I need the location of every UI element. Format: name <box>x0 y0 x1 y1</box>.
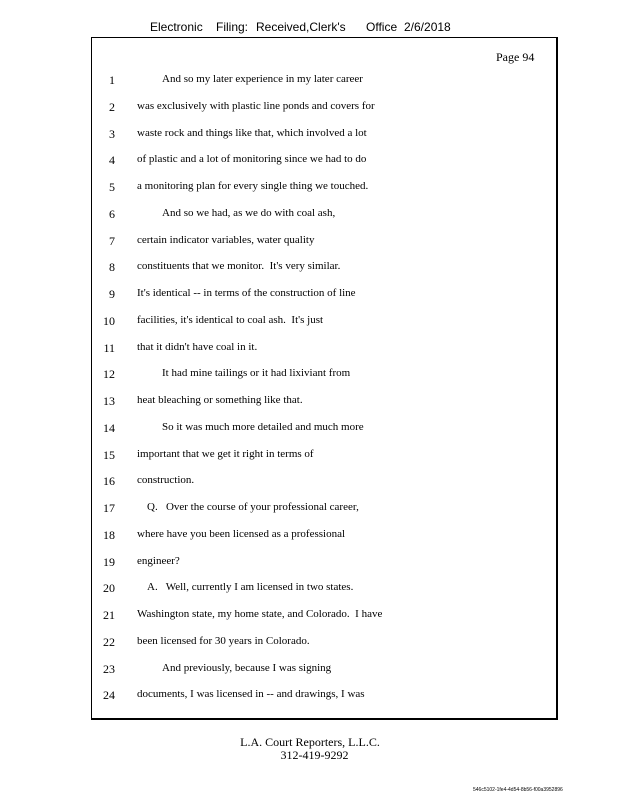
line-text: documents, I was licensed in -- and drawings, I was <box>137 688 365 701</box>
line-number: 2 <box>109 99 115 114</box>
line-text: constituents that we monitor. It's very similar. <box>137 260 341 273</box>
line-text: facilities, it's identical to coal ash. It's just <box>137 313 324 326</box>
transcript-line <box>91 448 558 475</box>
line-number: 13 <box>103 394 115 408</box>
transcript-line <box>91 528 558 555</box>
line-text: important that we get it right in terms of <box>137 447 314 460</box>
page-number: Page 94 <box>496 50 535 64</box>
line-text: been licensed for 30 years in Colorado. <box>137 634 310 647</box>
line-number: 24 <box>103 688 115 703</box>
line-text: Q. Over the course of your professional career, <box>147 501 359 513</box>
line-text: a monitoring plan for every single thing we touched. <box>137 180 369 192</box>
line-text: And so we had, as we do with coal ash, <box>162 206 336 219</box>
line-number: 19 <box>103 554 115 569</box>
line-number: 17 <box>103 501 115 515</box>
line-text: where have you been licensed as a professional <box>137 527 346 540</box>
line-text: construction. <box>137 474 195 487</box>
line-number: 3 <box>109 126 115 141</box>
line-number: 16 <box>103 474 115 489</box>
transcript-line <box>91 688 558 715</box>
transcript-line <box>91 662 558 689</box>
filing-header-office: Office <box>366 20 398 34</box>
line-number: 12 <box>103 367 115 382</box>
line-number: 14 <box>103 420 115 435</box>
transcript-line <box>91 180 558 207</box>
line-number: 11 <box>103 340 115 355</box>
filing-header <box>0 20 618 36</box>
transcript-line <box>91 501 558 528</box>
line-number: 23 <box>103 661 115 676</box>
transcript-line <box>91 234 558 261</box>
transcript-line <box>91 260 558 287</box>
line-text: of plastic and a lot of monitoring since we had to do <box>137 153 367 166</box>
line-text: certain indicator variables, water quality <box>137 233 315 246</box>
transcript-line <box>91 608 558 635</box>
line-number: 5 <box>109 180 115 194</box>
line-text: And previously, because I was signing <box>162 661 332 674</box>
line-text: So it was much more detailed and much more <box>162 420 364 433</box>
line-text: It's identical -- in terms of the construction of line <box>137 287 356 299</box>
line-text: A. Well, currently I am licensed in two states. <box>147 581 354 594</box>
line-number: 20 <box>103 581 115 596</box>
transcript-line <box>91 100 558 127</box>
line-number: 6 <box>109 206 115 221</box>
filing-header-electronic: Electronic <box>150 20 203 34</box>
line-text: engineer? <box>137 554 180 567</box>
transcript-line <box>91 341 558 368</box>
filing-header-date: 2/6/2018 <box>404 20 451 34</box>
line-text: It had mine tailings or it had lixiviant from <box>162 367 351 380</box>
line-number: 10 <box>103 313 115 328</box>
line-text: was exclusively with plastic line ponds and covers for <box>137 99 375 112</box>
line-number: 1 <box>109 73 115 87</box>
line-number: 15 <box>103 447 115 462</box>
transcript-line <box>91 127 558 154</box>
transcript-line <box>91 394 558 421</box>
transcript-line <box>91 287 558 314</box>
document-hash: 546c5102-1fe4-4d54-8b56-f00a3952896 <box>473 787 563 793</box>
transcript-line <box>91 314 558 341</box>
line-number: 8 <box>109 260 115 275</box>
transcript-line <box>91 474 558 501</box>
line-text: waste rock and things like that, which involved a lot <box>137 126 367 139</box>
footer-phone: 312-419-9292 <box>280 748 349 762</box>
transcript-line <box>91 367 558 394</box>
footer-company: L.A. Court Reporters, L.L.C. <box>240 735 380 749</box>
line-number: 7 <box>109 233 115 248</box>
line-text: And so my later experience in my later career <box>162 73 363 85</box>
filing-header-filing: Filing: <box>216 20 249 34</box>
line-text: that it didn't have coal in it. <box>137 340 258 353</box>
filing-header-received: Received,Clerk's <box>256 20 346 34</box>
transcript-line <box>91 555 558 582</box>
transcript-line <box>91 153 558 180</box>
transcript-line <box>91 421 558 448</box>
line-number: 21 <box>103 608 115 622</box>
line-number: 9 <box>109 287 115 301</box>
transcript-line <box>91 207 558 234</box>
transcript-line <box>91 581 558 608</box>
transcript-line <box>91 73 558 100</box>
line-number: 18 <box>103 527 115 542</box>
line-number: 4 <box>109 153 115 168</box>
line-number: 22 <box>103 634 115 649</box>
line-text: Washington state, my home state, and Colorado. I have <box>137 608 383 620</box>
transcript-line <box>91 635 558 662</box>
line-text: heat bleaching or something like that. <box>137 394 303 406</box>
